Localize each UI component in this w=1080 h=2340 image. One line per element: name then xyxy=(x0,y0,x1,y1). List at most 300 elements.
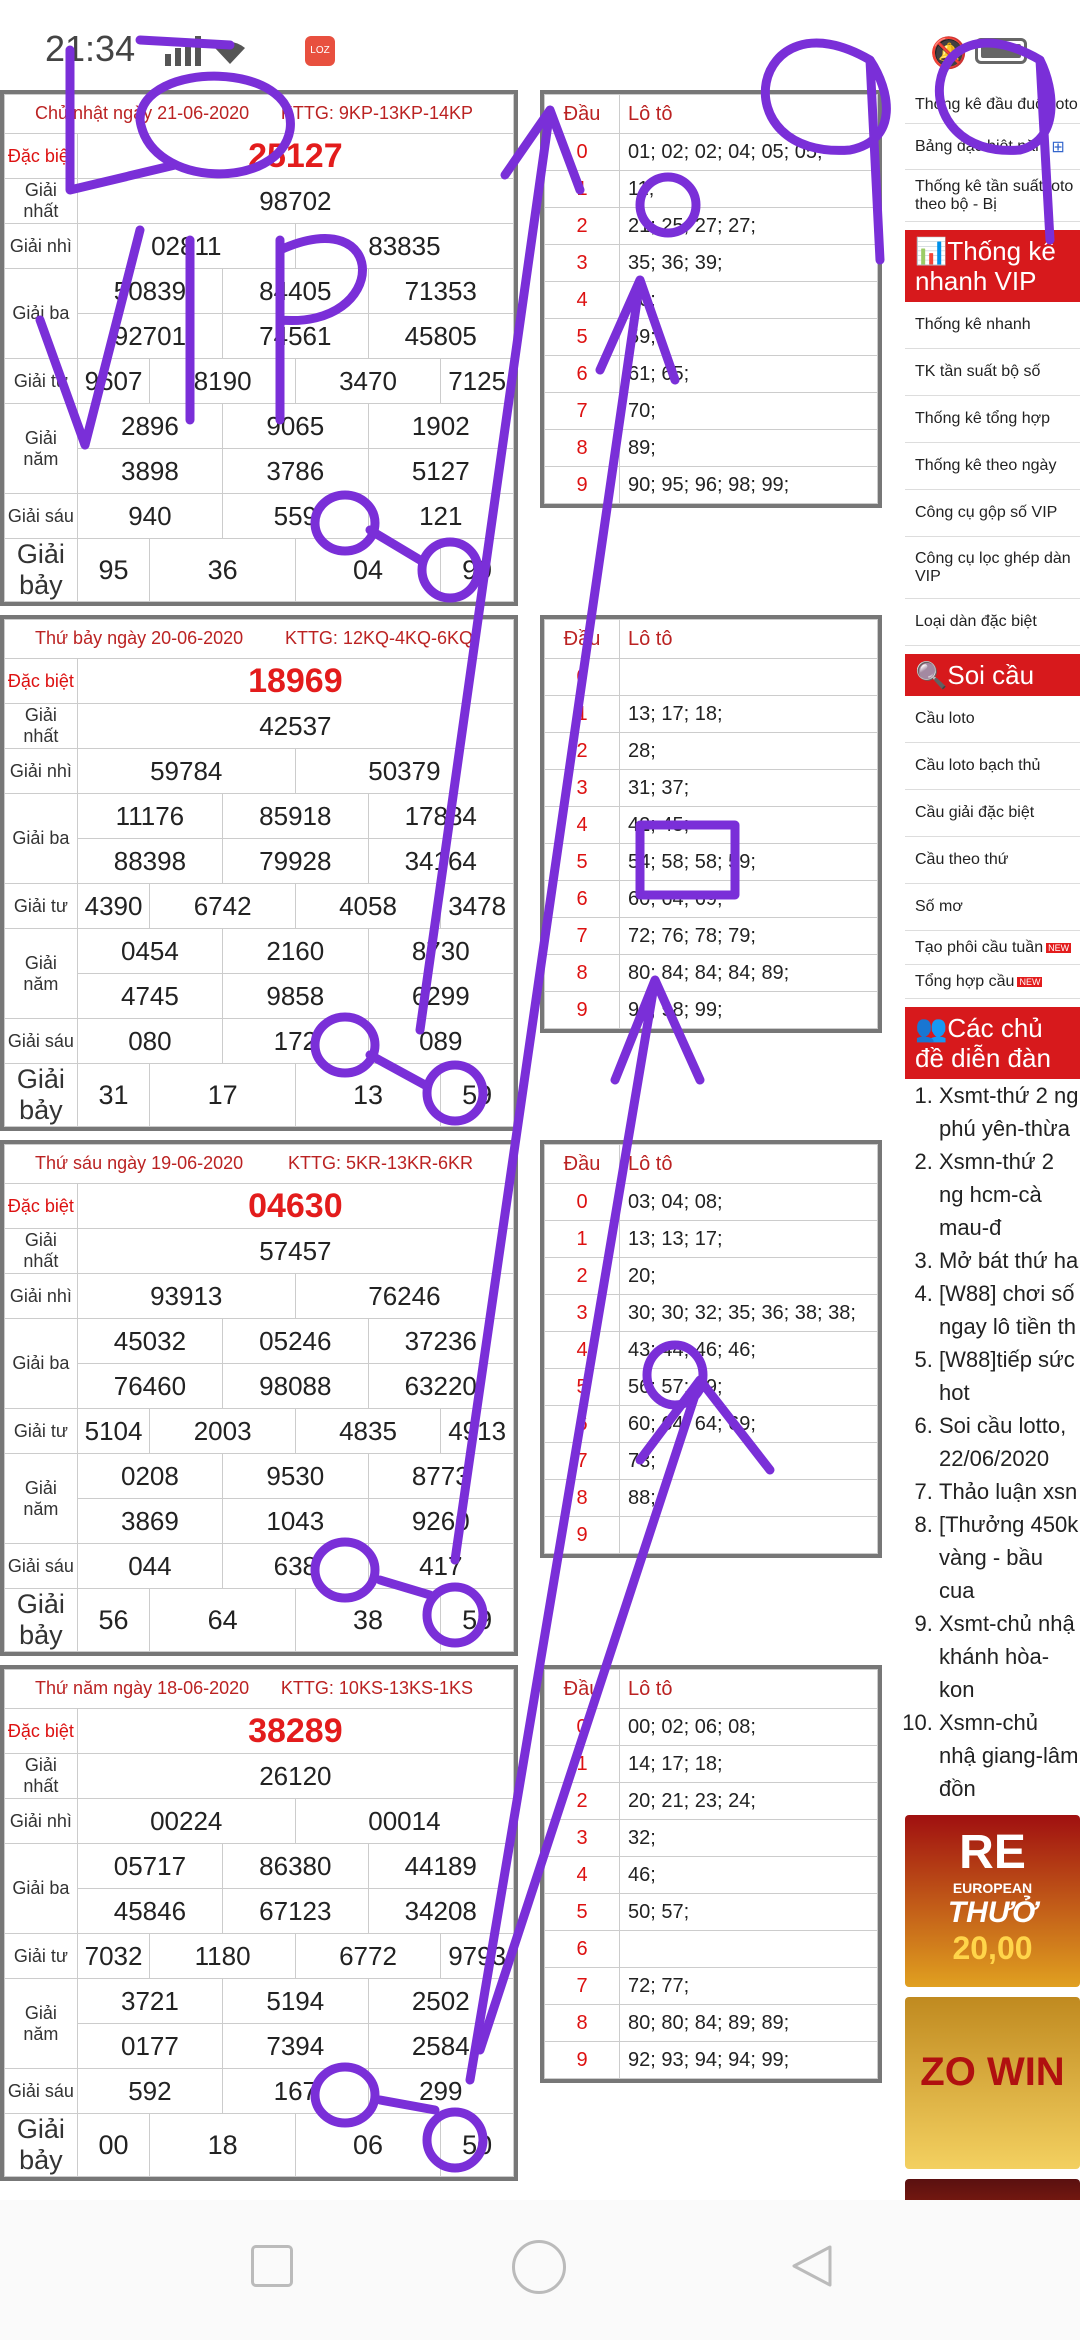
loto-row xyxy=(545,393,878,430)
loto-values: 70; xyxy=(620,393,878,430)
prize-value: 05246 xyxy=(223,1319,368,1364)
loto-dau: 0 xyxy=(545,659,620,696)
loto-dau: 4 xyxy=(545,282,620,319)
prize-value: 04 xyxy=(295,539,440,602)
loto-row xyxy=(545,282,878,319)
loto-table xyxy=(540,615,882,1033)
loto-dau: 5 xyxy=(545,319,620,356)
loto-dau: 0 xyxy=(545,134,620,171)
prize-value: 4835 xyxy=(295,1409,440,1454)
loto-row xyxy=(545,1820,878,1857)
search-icon: 🔍 xyxy=(915,660,948,690)
prize-value: 34208 xyxy=(368,1889,513,1934)
sidebar-link[interactable]: Thống kê tần suất loto theo bộ - Bị xyxy=(905,170,1080,222)
result-kttg: KTTG: 12KQ-4KQ-6KQ xyxy=(284,628,473,648)
loto-table xyxy=(540,90,882,508)
forum-item[interactable]: 10. Xsmn-chủ nhậ giang-lâm đồn xyxy=(939,1706,1080,1805)
loto-dau: 6 xyxy=(545,1406,620,1443)
loto-row xyxy=(545,1709,878,1746)
loto-values: 14; 17; 18; xyxy=(620,1746,878,1783)
loto-values: 59; xyxy=(620,319,878,356)
forum-item[interactable]: 6. Soi cầu lotto, 22/06/2020 xyxy=(939,1409,1080,1475)
forum-item[interactable]: 7. Thảo luận xsn xyxy=(939,1475,1080,1508)
loto-dau: 6 xyxy=(545,881,620,918)
loto-row xyxy=(545,1517,878,1554)
loto-head-loto: Lô tô xyxy=(620,1670,878,1709)
prize-label: Giải sáu xyxy=(5,494,78,539)
loto-values: 03; 04; 08; xyxy=(620,1184,878,1221)
loto-values: 13; 13; 17; xyxy=(620,1221,878,1258)
prize-label: Giải ba xyxy=(5,794,78,884)
loto-row xyxy=(545,319,878,356)
prize-label: Giải bảy xyxy=(5,1589,78,1652)
loto-dau: 5 xyxy=(545,1369,620,1406)
loto-table xyxy=(540,1665,882,2083)
forum-list xyxy=(905,1079,1080,1805)
loto-dau: 9 xyxy=(545,2042,620,2079)
prize-label: Giải năm xyxy=(5,1454,78,1544)
prize-value: 940 xyxy=(77,494,222,539)
prize-label: Đặc biệt xyxy=(5,134,78,179)
prize-label: Giải bảy xyxy=(5,1064,78,1127)
prize-value: 37236 xyxy=(368,1319,513,1364)
forum-item[interactable]: 2. Xsmn-thứ 2 ng hcm-cà mau-đ xyxy=(939,1145,1080,1244)
prize-label: Đặc biệt xyxy=(5,1184,78,1229)
result-date[interactable]: Chủ nhật ngày 21-06-2020 xyxy=(35,103,250,123)
loto-row xyxy=(545,1931,878,1968)
prize-value: 1902 xyxy=(368,404,513,449)
prize-value: 45846 xyxy=(77,1889,222,1934)
loto-row xyxy=(545,881,878,918)
loto-dau: 8 xyxy=(545,955,620,992)
prize-value: 50379 xyxy=(295,749,513,794)
loto-dau: 3 xyxy=(545,245,620,282)
prize-value: 17 xyxy=(150,1064,295,1127)
prize-value: 31 xyxy=(77,1064,150,1127)
loto-row xyxy=(545,2042,878,2079)
prize-label: Giải ba xyxy=(5,269,78,359)
prize-value: 56 xyxy=(77,1589,150,1652)
prize-value: 2160 xyxy=(223,929,368,974)
prize-label: Giải năm xyxy=(5,929,78,1019)
loto-row xyxy=(545,955,878,992)
loto-dau: 2 xyxy=(545,1783,620,1820)
sidebar-link[interactable]: Thống kê tổng hợp xyxy=(905,396,1080,443)
navigation-bar xyxy=(0,2200,1080,2340)
prize-value: 84405 xyxy=(223,269,368,314)
loto-dau: 0 xyxy=(545,1709,620,1746)
soi-section-title xyxy=(905,654,1080,696)
prize-value: 3721 xyxy=(77,1979,222,2024)
loto-dau: 6 xyxy=(545,356,620,393)
prize-label: Giải nhất xyxy=(5,704,78,749)
forum-item[interactable]: 1. Xsmt-thứ 2 ng phú yên-thừa xyxy=(939,1079,1080,1145)
loto-row xyxy=(545,430,878,467)
vip-title-text: Thống kê nhanh VIP xyxy=(915,236,1056,296)
prize-label: Giải năm xyxy=(5,404,78,494)
prize-value: 0177 xyxy=(77,2024,222,2069)
prize-value: 99 xyxy=(441,539,514,602)
prize-value: 6299 xyxy=(368,974,513,1019)
sidebar-link[interactable] xyxy=(905,124,1080,170)
ad-banner[interactable]: ZO WIN xyxy=(905,1997,1080,2169)
loto-values xyxy=(620,1931,878,1968)
loto-dau: 1 xyxy=(545,1221,620,1258)
loto-row xyxy=(545,918,878,955)
prize-value: 42537 xyxy=(77,704,513,749)
loto-row xyxy=(545,1184,878,1221)
sidebar-link[interactable] xyxy=(905,965,1080,999)
prize-value: 17884 xyxy=(368,794,513,839)
ad-banner[interactable] xyxy=(905,1815,1080,1987)
loto-values xyxy=(620,659,878,696)
result-kttg: KTTG: 10KS-13KS-1KS xyxy=(280,1678,473,1698)
sidebar-link[interactable]: Công cụ gộp số VIP xyxy=(905,490,1080,537)
prize-value: 59 xyxy=(441,1064,514,1127)
result-table xyxy=(0,615,518,1131)
prize-label: Giải sáu xyxy=(5,1019,78,1064)
loto-values: 90; 95; 96; 98; 99; xyxy=(620,467,878,504)
forum-item[interactable]: 4. [W88] chơi số ngay lô tiền th xyxy=(939,1277,1080,1343)
vip-section-title xyxy=(905,230,1080,302)
prize-value: 95 xyxy=(77,539,150,602)
loto-row xyxy=(545,134,878,171)
loto-values: 56; 57; 59; xyxy=(620,1369,878,1406)
loto-values: 01; 02; 02; 04; 05; 05; xyxy=(620,134,878,171)
sidebar-link[interactable]: Thống kê theo ngày xyxy=(905,443,1080,490)
prize-value: 0208 xyxy=(77,1454,222,1499)
prize-value: 00 xyxy=(77,2114,150,2177)
forum-item[interactable]: 5. [W88]tiếp sức hot xyxy=(939,1343,1080,1409)
loto-row xyxy=(545,659,878,696)
prize-label: Giải nhì xyxy=(5,749,78,794)
loto-row xyxy=(545,2005,878,2042)
loto-row xyxy=(545,467,878,504)
prize-value: 2502 xyxy=(368,1979,513,2024)
prize-value: 167 xyxy=(223,2069,368,2114)
prize-value: 1180 xyxy=(150,1934,295,1979)
sidebar-link-label: Cầu giải đặc biệt xyxy=(915,804,1035,821)
loto-dau: 3 xyxy=(545,1820,620,1857)
prize-value: 45805 xyxy=(368,314,513,359)
loto-row xyxy=(545,696,878,733)
prize-value: 172 xyxy=(223,1019,368,1064)
loto-values: 40; xyxy=(620,282,878,319)
prize-value: 71353 xyxy=(368,269,513,314)
prize-value: 2003 xyxy=(150,1409,295,1454)
sidebar-link-label: Tổng hợp cầu xyxy=(915,972,1015,990)
prize-value: 8190 xyxy=(150,359,295,404)
loto-dau: 7 xyxy=(545,1443,620,1480)
loto-values: 00; 02; 06; 08; xyxy=(620,1709,878,1746)
result-table xyxy=(0,90,518,606)
prize-value: 299 xyxy=(368,2069,513,2114)
loto-row xyxy=(545,1369,878,1406)
loto-head-loto: Lô tô xyxy=(620,620,878,659)
loto-row xyxy=(545,208,878,245)
loto-values: 61; 65; xyxy=(620,356,878,393)
sidebar-link[interactable]: Thống kê nhanh xyxy=(905,302,1080,349)
prize-value: 00014 xyxy=(295,1799,513,1844)
loto-values: 88; xyxy=(620,1480,878,1517)
prize-value: 9260 xyxy=(368,1499,513,1544)
loto-dau: 4 xyxy=(545,1332,620,1369)
prize-value: 559 xyxy=(223,494,368,539)
prize-value: 2896 xyxy=(77,404,222,449)
banner-line2: THƯỞ xyxy=(947,1896,1038,1929)
prize-label: Đặc biệt xyxy=(5,659,78,704)
loto-dau: 5 xyxy=(545,1894,620,1931)
loto-dau: 7 xyxy=(545,393,620,430)
chart-icon: 📊 xyxy=(915,236,948,266)
loto-values: 92; 93; 94; 94; 99; xyxy=(620,2042,878,2079)
sidebar xyxy=(905,86,1080,2269)
sidebar-link[interactable]: Loại dàn đặc biệt xyxy=(905,599,1080,646)
prize-value: 38 xyxy=(295,1589,440,1652)
prize-value: 93913 xyxy=(77,1274,295,1319)
prize-value: 089 xyxy=(368,1019,513,1064)
loto-head-loto: Lô tô xyxy=(620,95,878,134)
banner-big: RE xyxy=(959,1826,1026,1879)
forum-item[interactable]: 8. [Thưởng 450k vàng - bầu cua xyxy=(939,1508,1080,1607)
prize-value: 5127 xyxy=(368,449,513,494)
loto-dau: 9 xyxy=(545,467,620,504)
prize-value: 11176 xyxy=(77,794,222,839)
banner-sub: EUROPEAN xyxy=(952,1880,1033,1896)
sidebar-link-label: Cầu loto xyxy=(915,710,975,727)
loto-row xyxy=(545,1746,878,1783)
status-time: 21:34 xyxy=(45,28,136,69)
prize-value: 6772 xyxy=(295,1934,440,1979)
prize-value: 76460 xyxy=(77,1364,222,1409)
loto-values xyxy=(620,1517,878,1554)
prize-value: 64 xyxy=(150,1589,295,1652)
forum-item[interactable]: 9. Xsmt-chủ nhậ khánh hòa-kon xyxy=(939,1607,1080,1706)
prize-label: Giải tư xyxy=(5,884,78,929)
prize-value: 417 xyxy=(368,1544,513,1589)
sidebar-link[interactable] xyxy=(905,837,1080,884)
prize-label: Giải bảy xyxy=(5,2114,78,2177)
loto-values: 60; 64; 69; xyxy=(620,881,878,918)
result-table xyxy=(0,1140,518,1656)
prize-value: 74561 xyxy=(223,314,368,359)
prize-value: 00224 xyxy=(77,1799,295,1844)
prize-value: 3478 xyxy=(441,884,514,929)
prize-value: 50 xyxy=(441,2114,514,2177)
battery-icon xyxy=(975,38,1027,64)
loto-row xyxy=(545,356,878,393)
loto-row xyxy=(545,1480,878,1517)
loto-dau: 8 xyxy=(545,1480,620,1517)
loto-row xyxy=(545,1258,878,1295)
loto-values: 90; 98; 99; xyxy=(620,992,878,1029)
result-date[interactable]: Thứ bảy ngày 20-06-2020 xyxy=(35,628,244,648)
sidebar-link[interactable] xyxy=(905,931,1080,965)
sidebar-link[interactable]: TK tần suất bộ số xyxy=(905,349,1080,396)
loto-values: 46; xyxy=(620,1857,878,1894)
loto-values: 13; 17; 18; xyxy=(620,696,878,733)
prize-value: 9793 xyxy=(441,1934,514,1979)
prize-value: 06 xyxy=(295,2114,440,2177)
loto-dau: 2 xyxy=(545,733,620,770)
loto-head-dau: Đầu xyxy=(545,1670,620,1709)
loto-values: 35; 36; 39; xyxy=(620,245,878,282)
forum-section-title xyxy=(905,1007,1080,1079)
loto-dau: 0 xyxy=(545,1184,620,1221)
prize-value: 50839 xyxy=(77,269,222,314)
prize-value: 9065 xyxy=(223,404,368,449)
loto-dau: 6 xyxy=(545,1931,620,1968)
loto-dau: 5 xyxy=(545,844,620,881)
prize-label: Giải nhì xyxy=(5,224,78,269)
sidebar-link[interactable] xyxy=(905,790,1080,837)
prize-value: 7394 xyxy=(223,2024,368,2069)
prize-value: 02811 xyxy=(77,224,295,269)
prize-value: 98088 xyxy=(223,1364,368,1409)
prize-value: 85918 xyxy=(223,794,368,839)
prize-value: 4058 xyxy=(295,884,440,929)
prize-label: Giải ba xyxy=(5,1844,78,1934)
loto-row xyxy=(545,844,878,881)
loto-values: 20; xyxy=(620,1258,878,1295)
prize-value: 44189 xyxy=(368,1844,513,1889)
loto-dau: 4 xyxy=(545,807,620,844)
prize-value: 7125 xyxy=(441,359,514,404)
prize-value: 5194 xyxy=(223,1979,368,2024)
loto-row xyxy=(545,1783,878,1820)
loto-values: 73; xyxy=(620,1443,878,1480)
sidebar-link-label: Cầu loto bạch thủ xyxy=(915,757,1041,774)
loto-values: 60; 64; 64; 69; xyxy=(620,1406,878,1443)
prize-value: 3470 xyxy=(295,359,440,404)
loto-dau: 3 xyxy=(545,770,620,807)
back-button[interactable] xyxy=(790,2244,834,2288)
prize-label: Giải sáu xyxy=(5,2069,78,2114)
loto-dau: 2 xyxy=(545,208,620,245)
loto-head-loto: Lô tô xyxy=(620,1145,878,1184)
prize-value: 18 xyxy=(150,2114,295,2177)
prize-value: 63220 xyxy=(368,1364,513,1409)
loto-values: 28; xyxy=(620,733,878,770)
prize-value: 13 xyxy=(295,1064,440,1127)
signal-icon xyxy=(165,36,255,66)
loto-dau: 8 xyxy=(545,2005,620,2042)
sidebar-link[interactable] xyxy=(905,743,1080,790)
loto-row xyxy=(545,245,878,282)
sidebar-link[interactable] xyxy=(905,884,1080,931)
loto-values: 11; xyxy=(620,171,878,208)
prize-value: 36 xyxy=(150,539,295,602)
loto-dau: 1 xyxy=(545,1746,620,1783)
prize-value: 92701 xyxy=(77,314,222,359)
prize-value: 592 xyxy=(77,2069,222,2114)
loto-values: 42; 45; xyxy=(620,807,878,844)
loto-head-dau: Đầu xyxy=(545,1145,620,1184)
result-kttg: KTTG: 5KR-13KR-6KR xyxy=(287,1153,473,1173)
sidebar-link-label: Số mơ xyxy=(915,898,963,915)
prize-value: 080 xyxy=(77,1019,222,1064)
loto-row xyxy=(545,733,878,770)
prize-value: 121 xyxy=(368,494,513,539)
prize-value: 57457 xyxy=(77,1229,513,1274)
recents-button[interactable] xyxy=(251,2245,293,2287)
loto-values: 50; 57; xyxy=(620,1894,878,1931)
prize-label: Giải nhì xyxy=(5,1799,78,1844)
result-date[interactable]: Thứ sáu ngày 19-06-2020 xyxy=(35,1153,244,1173)
prize-label: Giải ba xyxy=(5,1319,78,1409)
sidebar-link[interactable]: Thống kê đầu đuôi loto xyxy=(905,86,1080,124)
loto-dau: 4 xyxy=(545,1857,620,1894)
loto-values: 20; 21; 23; 24; xyxy=(620,1783,878,1820)
loto-values: 72; 76; 78; 79; xyxy=(620,918,878,955)
prize-value: 9530 xyxy=(223,1454,368,1499)
prize-label: Giải nhất xyxy=(5,179,78,224)
result-date[interactable]: Thứ năm ngày 18-06-2020 xyxy=(35,1678,250,1698)
loto-values: 89; xyxy=(620,430,878,467)
prize-value: 83835 xyxy=(295,224,513,269)
special-prize-value: 38289 xyxy=(77,1709,513,1754)
loto-values: 54; 58; 58; 59; xyxy=(620,844,878,881)
prize-value: 76246 xyxy=(295,1274,513,1319)
prize-value: 4745 xyxy=(77,974,222,1019)
sidebar-link-label: Bảng đặc biệt năm xyxy=(915,137,1049,155)
prize-value: 0454 xyxy=(77,929,222,974)
loto-values: 72; 77; xyxy=(620,1968,878,2005)
prize-value: 2584 xyxy=(368,2024,513,2069)
prize-label: Đặc biệt xyxy=(5,1709,78,1754)
prize-label: Giải tư xyxy=(5,359,78,404)
loto-values: 43; 44; 46; 46; xyxy=(620,1332,878,1369)
plus-icon: ⊞ xyxy=(1051,138,1065,156)
loto-dau: 2 xyxy=(545,1258,620,1295)
loto-values: 31; 37; xyxy=(620,770,878,807)
special-prize-value: 04630 xyxy=(77,1184,513,1229)
prize-value: 9607 xyxy=(77,359,150,404)
prize-value: 67123 xyxy=(223,1889,368,1934)
prize-value: 88398 xyxy=(77,839,222,884)
mute-icon: 🔕 xyxy=(930,37,968,70)
home-button[interactable] xyxy=(512,2240,566,2294)
new-badge: NEW xyxy=(1019,976,1041,987)
prize-value: 98702 xyxy=(77,179,513,224)
prize-label: Giải tư xyxy=(5,1934,78,1979)
prize-label: Giải nhì xyxy=(5,1274,78,1319)
prize-value: 5104 xyxy=(77,1409,150,1454)
loto-row xyxy=(545,1221,878,1258)
special-prize-value: 25127 xyxy=(77,134,513,179)
sidebar-link-label: Tạo phôi cầu tuần xyxy=(915,938,1044,956)
prize-value: 044 xyxy=(77,1544,222,1589)
app-badge-icon: LOZ xyxy=(305,36,335,66)
loto-dau: 8 xyxy=(545,430,620,467)
sidebar-link[interactable]: Công cụ lọc ghép dàn VIP xyxy=(905,537,1080,599)
loto-values: 32; xyxy=(620,1820,878,1857)
result-kttg: KTTG: 9KP-13KP-14KP xyxy=(280,103,473,123)
prize-label: Giải nhất xyxy=(5,1754,78,1799)
prize-value: 3786 xyxy=(223,449,368,494)
new-badge: NEW xyxy=(1048,942,1070,953)
sidebar-link[interactable] xyxy=(905,696,1080,743)
loto-row xyxy=(545,1295,878,1332)
loto-dau: 3 xyxy=(545,1295,620,1332)
sidebar-link-label: Cầu theo thứ xyxy=(915,851,1009,868)
forum-title-text: Các chủ đề diễn đàn xyxy=(915,1013,1051,1073)
loto-values: 80; 84; 84; 84; 89; xyxy=(620,955,878,992)
users-icon: 👥 xyxy=(915,1013,948,1043)
forum-item[interactable]: 3. Mở bát thứ ha xyxy=(939,1244,1080,1277)
loto-table xyxy=(540,1140,882,1558)
prize-label: Giải năm xyxy=(5,1979,78,2069)
